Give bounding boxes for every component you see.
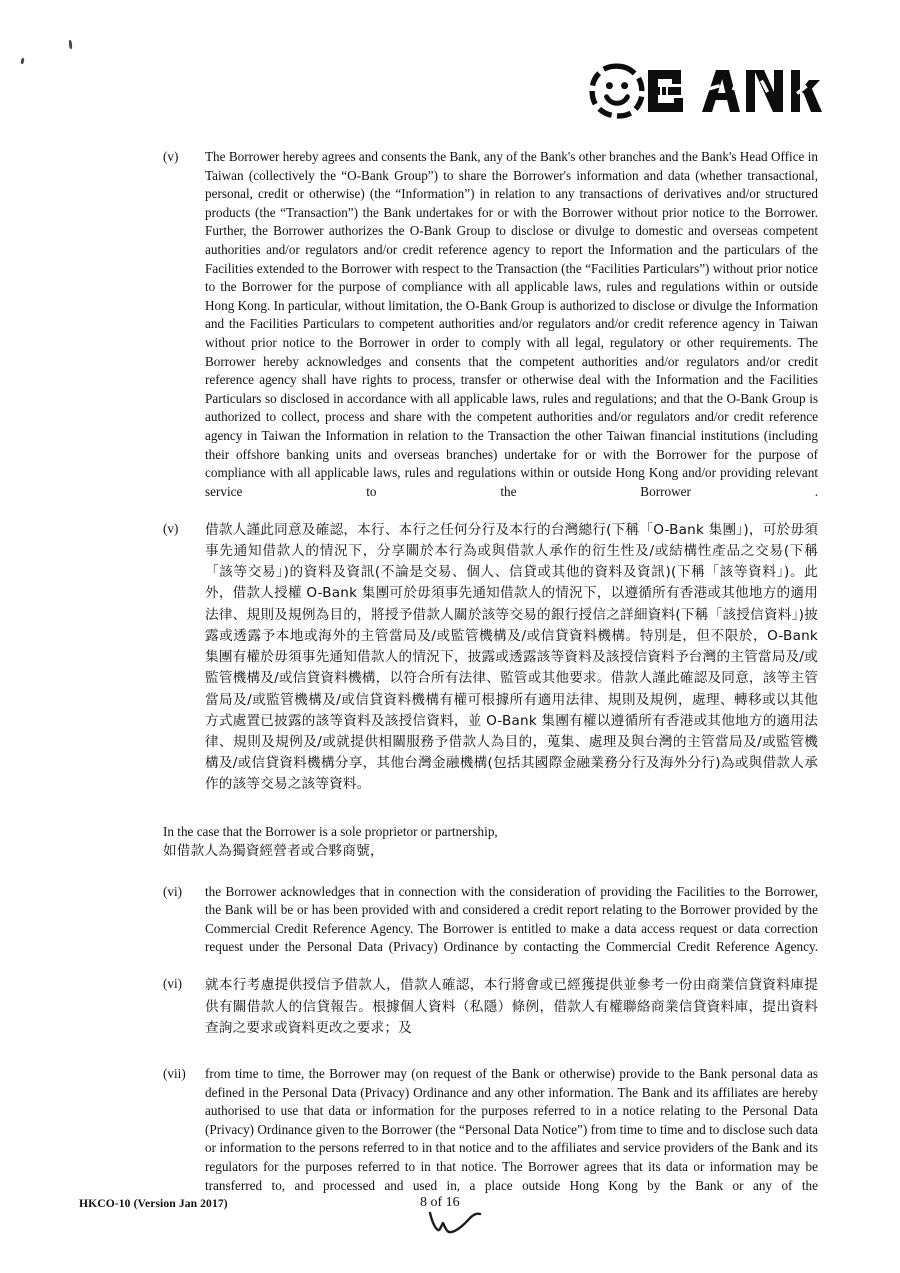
clause-marker: (vi)	[163, 976, 183, 992]
o-bank-logo	[586, 62, 822, 120]
clause-marker: (vii)	[163, 1066, 186, 1082]
note-english-line: In the case that the Borrower is a sole proprietor or partnership,	[163, 823, 498, 839]
clause-text: from time to time, the Borrower may (on request of the Bank or otherwise) provide to the Bank personal data as defined in the Personal Data (Privacy) Ordinance and any other information. The Bank and its affiliates are hereby authorised to use that data or information for the purposes referred to in a notice relating to the Personal Data (Privacy) Ordinance given to the Borrower (the “Personal Data Notice”) from time to time and to disclose such data or information to the persons referred to in that notice and to the affiliates and service providers of the Bank and its regulators for the purposes referred to in that notice. The Borrower agrees that its data or information may be transferred to, and processed and used in, a place outside Hong Kong by the Bank or any of the	[205, 1066, 818, 1193]
clause-marker: (v)	[163, 520, 179, 536]
logo-wordmark	[646, 62, 822, 120]
clause-text: 借款人謹此同意及確認，本行、本行之任何分行及本行的台灣總行(下稱「O-Bank 集團」)，可於毋須事先通知借款人的情況下，分享關於本行為或與借款人承作的衍生性及/或結構性產品之交易(下稱「該等交易」)的資料及資訊(不論是交易、個人、信貸或其他的資料及資訊)(下稱「該等資料」)。此外，借款人授權 O-Bank 集團可於毋須事先通知借款人的情況下，以遵循所有香港或其他地方的適用法律、規則及規例為目的，將授予借款人關於該等交易的銀行授信之詳細資料(下稱「該授信資料」)披露或透露予本地或海外的主管當局及/或監管機構及/或信貸資料機構。特別是，但不限於，O-Bank 集團有權於毋須事先通知借款人的情況下，披露或透露該等資料及該授信資料予台灣的主管當局及/或監管機構及/或信貸資料機構，以符合所有法律、監管或其他要求。借款人謹此確認及同意，該等主管當局及/或監管機構及/或信貸資料機構有權可根據所有適用法律、規則及規例，處理、轉移或以其他方式處置已披露的該等資料及該授信資料，並 O-Bank 集團有權以遵循所有香港或其他地方的適用法律、規則及規例及/或就提供相關服務予借款人為目的，蒐集、處理及與台灣的主管當局及/或監管機構及/或信貸資料機構分享，其他台灣金融機構(包括其國際金融業務分行及海外分行)為或與借款人承作的該等交易之該等資料。	[205, 521, 818, 793]
note-chinese-line: 如借款人為獨資經營者或合夥商號，	[163, 842, 384, 859]
clause-v-chinese	[163, 520, 818, 796]
clause-text: the Borrower acknowledges that in connection with the consideration of providing the Facilities to the Borrower, the Bank will be or has been provided with and considered a credit report relating to the Borrower provided by the Commercial Credit Reference Agency. The Borrower is entitled to make a data access request or data correction request under the Personal Data (Privacy) Ordinance by contacting the Commercial Credit Reference Agency.	[205, 883, 818, 955]
handwritten-initial-mark-icon	[424, 1211, 494, 1241]
spacer	[0, 862, 900, 883]
page-indicator: 8 of 16	[420, 1195, 460, 1210]
page-header	[0, 0, 900, 140]
form-code: HKCO-10 (Version Jan 2017)	[79, 1197, 228, 1210]
spacer	[0, 1039, 900, 1065]
document-body	[0, 148, 900, 1214]
clause-text: The Borrower hereby agrees and consents the Bank, any of the Bank's other branches and the Bank's Head Office in Taiwan (collectively the “O-Bank Group”) to share the Borrower's information and data (whether transactional, personal, credit or otherwise) (the “Information”) in relation to any transactions of derivatives and/or structured products (the “Transaction”) the Bank undertakes for or with the Borrower without prior notice to the Borrower. Further, the Borrower authorizes the O-Bank Group to disclose or divulge to domestic and overseas competent authorities and/or regulators and/or credit reference agency to report the Information and the particulars of the Facilities extended to the Borrower with respect to the Transaction (the “Facilities Particulars”) without prior notice to the Borrower for the purpose of compliance with all applicable laws, rules and regulations within or outside Hong Kong. In particular, without limitation, the O-Bank Group is authorized to disclose or divulge the Information and the Facilities Particulars to competent authorities and/or regulators and/or credit reference agency in Taiwan without prior notice to the Borrower in order to comply with all legal, regulatory or other requirements. The Borrower hereby acknowledges and consents that the competent authorities and/or regulators and/or credit reference agency shall have rights to process, transfer or otherwise deal with the Information and the Facilities Particulars so disclosed in accordance with all applicable laws, rules and regulations; and that the O-Bank Group is authorized to collect, process and share with the competent authorities and/or regulators and/or credit reference agency in Taiwan the Information in relation to the Transaction the other Taiwan financial institutions (including their offshore banking units and overseas branches) undertake for or with the Borrower for the purpose of compliance with all applicable laws, rules and regulations within or outside Hong Kong and/or providing relevant service to the Borrower .	[205, 149, 818, 499]
clause-vii-english	[163, 1065, 818, 1214]
clause-marker: (v)	[163, 149, 179, 164]
clause-v-english	[163, 148, 818, 520]
spacer	[0, 796, 900, 822]
smiley-face-circle-icon	[586, 62, 648, 120]
clause-vi-english	[163, 883, 818, 976]
sole-proprietor-note	[163, 822, 818, 862]
clause-vi-chinese	[163, 975, 818, 1039]
page-footer	[0, 1197, 900, 1253]
clause-marker: (vi)	[163, 883, 183, 899]
clause-text: 就本行考慮提供授信予借款人，借款人確認，本行將會或已經獲提供並參考一份由商業信貸資料庫提供有關借款人的信貸報告。根據個人資料（私隱）條例，借款人有權聯絡商業信貸資料庫，提出資料查詢之要求或資料更改之要求；及	[205, 977, 818, 1036]
